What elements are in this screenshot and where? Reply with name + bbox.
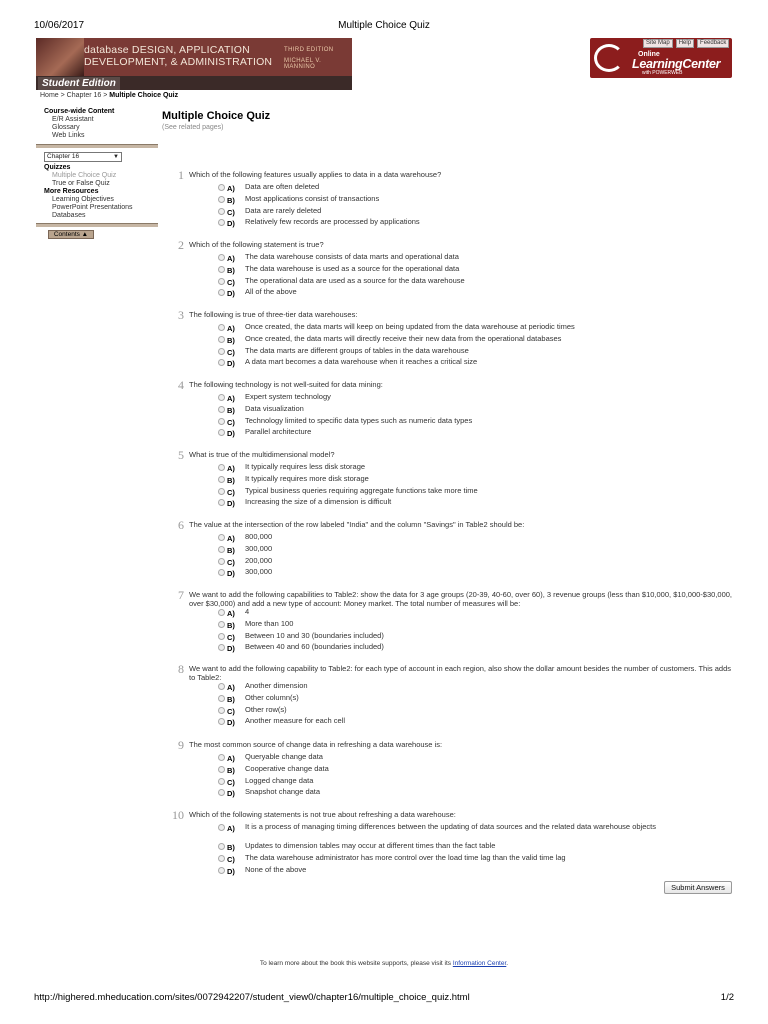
option-text: Another dimension: [245, 681, 308, 690]
option-text: Logged change data: [245, 775, 314, 785]
related-pages-link[interactable]: (See related pages): [162, 124, 224, 131]
option-letter: A): [227, 254, 235, 263]
page-title: Multiple Choice Quiz: [162, 110, 271, 122]
answer-option[interactable]: [218, 265, 736, 277]
option-letter: B): [227, 765, 235, 775]
answer-option[interactable]: [218, 218, 736, 230]
footer-text: [0, 960, 768, 967]
option-text: The data warehouse is used as a source for the operational data: [245, 263, 460, 273]
question-item: [166, 738, 736, 800]
option-text: The data warehouse consists of data marts and operational data: [245, 252, 459, 261]
option-text: 200,000: [245, 555, 273, 565]
radio-button[interactable]: [218, 266, 225, 273]
breadcrumb: [40, 92, 178, 99]
question-number: 10: [172, 808, 184, 822]
option-letter: A): [227, 683, 235, 692]
help-link[interactable]: Help: [676, 39, 694, 48]
option-text: The operational data are used as a source for the data warehouse: [245, 275, 465, 285]
radio-button[interactable]: [218, 707, 225, 714]
option-text: Relatively few records are processed by applications: [245, 217, 420, 227]
answer-option[interactable]: [218, 765, 736, 777]
radio-button[interactable]: [218, 855, 225, 862]
sidebar-item-multiple-choice-quiz[interactable]: Multiple Choice Quiz: [52, 172, 117, 179]
sidebar-heading-more-resources: More Resources: [44, 188, 99, 195]
question-item: [166, 518, 736, 580]
answer-option[interactable]: [218, 335, 736, 347]
option-text: Snapshot change data: [245, 787, 321, 797]
option-letter: C): [227, 207, 235, 217]
radio-button[interactable]: [218, 867, 225, 874]
sidebar-item-true-false-quiz[interactable]: True or False Quiz: [52, 180, 110, 187]
footer-suffix: .: [506, 960, 509, 967]
option-text: Cooperative change data: [245, 763, 329, 773]
breadcrumb-current: Multiple Choice Quiz: [109, 92, 179, 99]
option-text: 300,000: [245, 543, 273, 553]
answer-options: [218, 253, 736, 300]
question-text: The value at the intersection of the row labeled "India" and the column "Savings" in Table2 should be:: [189, 520, 525, 529]
option-text: Data are rarely deleted: [245, 205, 322, 215]
option-text: A data mart becomes a data warehouse when it reaches a critical size: [245, 357, 478, 367]
feedback-link[interactable]: Feedback: [697, 39, 729, 48]
option-text: It typically requires more disk storage: [245, 473, 369, 483]
option-text: The data marts are different groups of tables in the data warehouse: [245, 345, 469, 355]
radio-button[interactable]: [218, 336, 225, 343]
chapter-select[interactable]: [44, 152, 122, 162]
sidebar-item-er-assistant[interactable]: E/R Assistant: [52, 116, 94, 123]
breadcrumb-chapter[interactable]: Chapter 16: [66, 92, 102, 99]
radio-button[interactable]: [218, 789, 225, 796]
option-text: Once created, the data marts will directly receive their new data from the operational databases: [245, 333, 562, 343]
answer-option[interactable]: [218, 195, 736, 207]
option-text: It is a process of managing timing differences between the updating of data sources and the related data warehouse objects: [245, 822, 656, 831]
answer-option[interactable]: [218, 533, 736, 545]
option-letter: A): [227, 534, 235, 543]
footer-prefix: To learn more about the book this website supports, please visit its: [259, 960, 453, 967]
option-letter: A): [227, 609, 235, 618]
print-header: [34, 20, 734, 32]
option-letter: B): [227, 620, 235, 630]
radio-button[interactable]: [218, 348, 225, 355]
option-letter: D): [227, 359, 235, 369]
answer-option[interactable]: [218, 568, 736, 580]
question-number: 1: [178, 168, 184, 182]
radio-button[interactable]: [218, 499, 225, 506]
answer-options: [218, 682, 736, 729]
radio-button[interactable]: [218, 569, 225, 576]
radio-button[interactable]: [218, 609, 225, 616]
radio-button[interactable]: [218, 754, 225, 761]
option-text: More than 100: [245, 618, 294, 628]
option-letter: C): [227, 777, 235, 787]
option-letter: D): [227, 789, 235, 799]
radio-button[interactable]: [218, 289, 225, 296]
question-number: 9: [178, 738, 184, 752]
option-letter: D): [227, 866, 235, 876]
question-text: The following is true of three-tier data warehouses:: [189, 310, 358, 319]
option-text: Other row(s): [245, 704, 287, 714]
option-letter: D): [227, 289, 235, 299]
breadcrumb-home[interactable]: Home: [40, 92, 59, 99]
answer-option[interactable]: [218, 866, 736, 878]
question-text: What is true of the multidimensional model?: [189, 450, 335, 459]
student-edition-label: Student Edition: [38, 77, 120, 90]
print-url: http://highered.mheducation.com/sites/0072942207/student_view0/chapter16/multiple_choice_quiz.html: [34, 992, 470, 1003]
option-text: Technology limited to specific data types such as numeric data types: [245, 415, 473, 425]
question-text: We want to add the following capability to Table2: for each type of account in each region, also show the dollar amount besides the number of customers. This adds to Table2:: [189, 664, 731, 682]
answer-option[interactable]: [218, 643, 736, 655]
option-letter: C): [227, 347, 235, 357]
radio-button[interactable]: [218, 196, 225, 203]
information-center-link[interactable]: Information Center: [452, 960, 507, 967]
radio-button[interactable]: [218, 184, 225, 191]
question-number: 3: [178, 308, 184, 322]
option-text: Parallel architecture: [245, 427, 312, 437]
chevron-down-icon: ▼: [113, 154, 119, 160]
option-text: Typical business queries requiring aggregate functions take more time: [245, 485, 478, 495]
option-letter: C): [227, 417, 235, 427]
option-text: Expert system technology: [245, 392, 331, 401]
radio-button[interactable]: [218, 208, 225, 215]
site-map-link[interactable]: Site Map: [643, 39, 673, 48]
option-text: Once created, the data marts will keep on being updated from the data warehouse at periodic times: [245, 322, 575, 331]
answer-option[interactable]: [218, 608, 736, 620]
answer-options: [218, 608, 736, 655]
radio-button[interactable]: [218, 219, 225, 226]
olc-powerweb-text: with POWERWEB: [642, 70, 683, 76]
chapter-select-value: Chapter 16: [47, 153, 80, 160]
answer-option[interactable]: [218, 854, 736, 866]
radio-button[interactable]: [218, 718, 225, 725]
option-letter: C): [227, 487, 235, 497]
sidebar-item-glossary[interactable]: Glossary: [52, 124, 80, 131]
sidebar: [36, 108, 158, 239]
option-text: Between 40 and 60 (boundaries included): [245, 642, 384, 652]
contents-tab[interactable]: Contents ▲: [48, 230, 94, 239]
breadcrumb-separator: >: [58, 92, 67, 99]
question-number: 7: [178, 588, 184, 602]
radio-button[interactable]: [218, 633, 225, 640]
option-text: Data are often deleted: [245, 182, 320, 191]
question-item: [166, 808, 736, 877]
answer-option[interactable]: [218, 557, 736, 569]
option-letter: A): [227, 184, 235, 193]
option-text: Updates to dimension tables may occur at different times than the fact table: [245, 841, 496, 850]
option-letter: B): [227, 195, 235, 205]
radio-button[interactable]: [218, 558, 225, 565]
question-item: [166, 662, 736, 729]
option-letter: D): [227, 219, 235, 229]
answer-options: [218, 183, 736, 230]
answer-option[interactable]: [218, 405, 736, 417]
option-letter: C): [227, 854, 235, 864]
option-text: The data warehouse administrator has more control over the load time lag than the valid time lag: [245, 852, 566, 862]
option-text: All of the above: [245, 287, 297, 297]
answer-option[interactable]: [218, 288, 736, 300]
question-number: 2: [178, 238, 184, 252]
answer-options: [218, 823, 736, 877]
olc-swirl-icon: [594, 44, 624, 72]
question-item: [166, 448, 736, 510]
answer-option[interactable]: [218, 823, 736, 842]
radio-button[interactable]: [218, 488, 225, 495]
question-number: 4: [178, 378, 184, 392]
radio-button[interactable]: [218, 324, 225, 331]
answer-option[interactable]: [218, 717, 736, 729]
radio-button[interactable]: [218, 464, 225, 471]
option-text: It typically requires less disk storage: [245, 462, 366, 471]
option-letter: D): [227, 644, 235, 654]
question-item: [166, 588, 736, 655]
radio-button[interactable]: [218, 406, 225, 413]
olc-learning-center-text: LearningCenter: [632, 57, 721, 71]
answer-option[interactable]: [218, 358, 736, 370]
olc-online-text: Online: [638, 51, 660, 58]
sidebar-item-web-links[interactable]: Web Links: [52, 132, 85, 139]
question-text: The following technology is not well-suited for data mining:: [189, 380, 383, 389]
option-text: Between 10 and 30 (boundaries included): [245, 630, 384, 640]
option-letter: B): [227, 475, 235, 485]
question-text: The most common source of change data in refreshing a data warehouse is:: [189, 740, 443, 749]
answer-option[interactable]: [218, 620, 736, 632]
answer-options: [218, 753, 736, 800]
question-text: We want to add the following capabilities to Table2: show the data for 3 age groups (20-39, 40-60, over 60), 3 revenue groups (less than $10,000, $10,000-$30,000, over $30,000) and add a new type of account: Money market. The total number of measures will be:: [189, 590, 732, 608]
banner-title-line1: database DESIGN, APPLICATION: [84, 44, 250, 56]
radio-button[interactable]: [218, 278, 225, 285]
option-letter: A): [227, 464, 235, 473]
answer-options: [218, 463, 736, 510]
radio-button[interactable]: [218, 824, 225, 831]
question-item: [166, 238, 736, 300]
option-text: 300,000: [245, 567, 273, 577]
radio-button[interactable]: [218, 644, 225, 651]
radio-button[interactable]: [218, 394, 225, 401]
radio-button[interactable]: [218, 843, 225, 850]
sidebar-item-learning-objectives[interactable]: Learning Objectives: [52, 196, 114, 203]
option-text: Queryable change data: [245, 752, 323, 761]
radio-button[interactable]: [218, 429, 225, 436]
option-letter: A): [227, 824, 235, 833]
option-letter: A): [227, 394, 235, 403]
radio-button[interactable]: [218, 476, 225, 483]
answer-options: [218, 393, 736, 440]
banner-title-line2: DEVELOPMENT, & ADMINISTRATION: [84, 56, 273, 68]
answer-option[interactable]: [218, 694, 736, 706]
olc-links: [643, 39, 729, 48]
option-text: 800,000: [245, 532, 273, 541]
option-letter: D): [227, 429, 235, 439]
option-letter: D): [227, 569, 235, 579]
answer-option[interactable]: [218, 498, 736, 510]
question-text: Which of the following features usually applies to data in a data warehouse?: [189, 170, 442, 179]
option-letter: C): [227, 706, 235, 716]
radio-button[interactable]: [218, 621, 225, 628]
radio-button[interactable]: [218, 683, 225, 690]
option-text: Data visualization: [245, 403, 304, 413]
sidebar-divider: [36, 223, 158, 227]
radio-button[interactable]: [218, 254, 225, 261]
radio-button[interactable]: [218, 766, 225, 773]
option-letter: B): [227, 265, 235, 275]
sidebar-heading-course-wide: Course-wide Content: [44, 108, 115, 115]
radio-button[interactable]: [218, 418, 225, 425]
answer-options: [218, 323, 736, 370]
question-text: Which of the following statement is true?: [189, 240, 324, 249]
option-letter: B): [227, 694, 235, 704]
option-letter: C): [227, 632, 235, 642]
question-item: [166, 378, 736, 440]
option-letter: D): [227, 718, 235, 728]
option-letter: B): [227, 335, 235, 345]
answer-option[interactable]: [218, 545, 736, 557]
option-letter: B): [227, 545, 235, 555]
option-letter: A): [227, 754, 235, 763]
banner-author: MICHAEL V. MANNINO: [284, 58, 322, 70]
print-title: Multiple Choice Quiz: [338, 20, 430, 31]
question-number: 6: [178, 518, 184, 532]
radio-button[interactable]: [218, 778, 225, 785]
question-number: 8: [178, 662, 184, 676]
option-text: Another measure for each cell: [245, 716, 346, 726]
option-letter: B): [227, 843, 235, 852]
print-page-number: 1/2: [720, 992, 734, 1003]
submit-answers-button[interactable]: Submit Answers: [664, 881, 732, 894]
answer-option[interactable]: [218, 475, 736, 487]
option-text: Other column(s): [245, 692, 299, 702]
question-number: 5: [178, 448, 184, 462]
answer-options: [218, 533, 736, 580]
question-text: Which of the following statements is not true about refreshing a data warehouse:: [189, 810, 456, 819]
answer-option[interactable]: [218, 428, 736, 440]
radio-button[interactable]: [218, 546, 225, 553]
option-text: Increasing the size of a dimension is difficult: [245, 497, 392, 507]
sidebar-item-powerpoint[interactable]: PowerPoint Presentations: [52, 204, 133, 211]
option-letter: A): [227, 324, 235, 333]
banner-edition: THIRD EDITION: [284, 47, 334, 53]
option-letter: B): [227, 405, 235, 415]
option-letter: C): [227, 277, 235, 287]
question-item: [166, 308, 736, 370]
option-text: Most applications consist of transactions: [245, 193, 380, 203]
sidebar-item-databases[interactable]: Databases: [52, 212, 86, 219]
option-text: 4: [245, 607, 250, 616]
print-date: 10/06/2017: [34, 20, 85, 31]
radio-button[interactable]: [218, 359, 225, 366]
option-text: None of the above: [245, 864, 307, 874]
question-item: [166, 168, 736, 230]
sidebar-divider: [36, 144, 158, 148]
radio-button[interactable]: [218, 695, 225, 702]
breadcrumb-separator: >: [101, 92, 110, 99]
option-letter: C): [227, 557, 235, 567]
answer-option[interactable]: [218, 788, 736, 800]
option-letter: D): [227, 499, 235, 509]
banner-cover-art: [36, 38, 84, 76]
sidebar-heading-quizzes: Quizzes: [44, 164, 71, 171]
radio-button[interactable]: [218, 534, 225, 541]
